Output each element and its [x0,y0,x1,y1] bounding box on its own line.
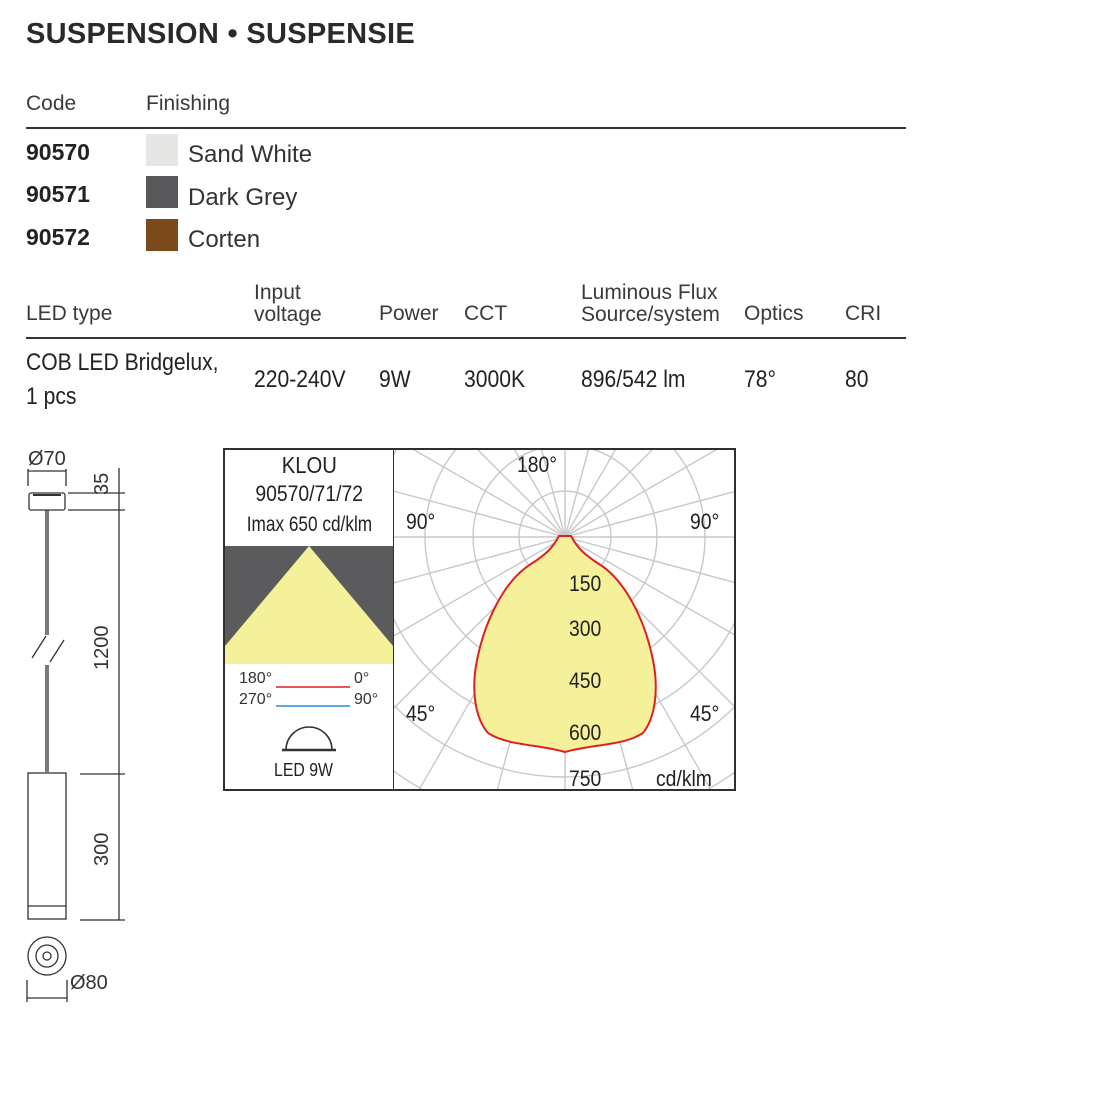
swatch-dark-grey [146,176,178,208]
spec-header-rule [26,337,906,339]
led-type-header: LED type [26,302,113,325]
angle-180-label: 180° [517,452,558,477]
beam-icon [225,546,393,664]
radial-300: 300 [569,616,602,641]
cap-height-label: 35 [91,472,113,495]
input-voltage-value: 220-240V [254,366,346,393]
input-header-line2: voltage [254,303,322,326]
flux-header-line2: Source/system [581,303,720,326]
unit-label: cd/klm [656,766,712,791]
angle-90-left-label: 90° [406,509,436,534]
radial-450: 450 [569,668,602,693]
angle-45-left-label: 45° [406,701,436,726]
finish-sand-white: Sand White [188,141,313,168]
angle-90-right-label: 90° [690,509,720,534]
cri-value: 80 [845,366,869,393]
finish-corten: Corten [188,226,261,253]
dimension-drawing [0,440,220,1020]
finish-dark-grey: Dark Grey [188,184,298,211]
led-type-value-line1: COB LED Bridgelux, [26,349,219,376]
legend-lines [274,682,354,710]
luminaire-codes: 90570/71/72 [255,481,363,506]
optics-header: Optics [744,302,804,325]
flux-value: 896/542 lm [581,366,686,393]
legend-270: 270° [239,691,273,708]
legend-0: 0° [354,670,370,687]
flux-header-line1: Luminous Flux [581,281,718,304]
bottom-diameter-label: Ø80 [70,972,108,994]
led-type-value-line2: 1 pcs [26,383,77,410]
cri-header: CRI [845,302,882,325]
polar-plot [393,450,734,789]
radial-150: 150 [569,571,602,596]
power-value: 9W [379,366,411,393]
power-header: Power [379,302,439,325]
page-title: SUSPENSION • SUSPENSIE [26,18,416,50]
cct-value: 3000K [464,366,526,393]
legend-180: 180° [239,670,273,687]
angle-45-right-label: 45° [690,701,720,726]
luminaire-name: KLOU [281,452,337,478]
body-height-label: 300 [91,832,113,866]
finishing-header: Finishing [146,92,231,115]
radial-600: 600 [569,720,602,745]
cct-header: CCT [464,302,508,325]
code-90572: 90572 [26,224,90,250]
input-header-line1: Input [254,281,301,304]
code-90571: 90571 [26,181,90,207]
lamp-label: LED 9W [274,760,334,780]
light-distribution-curve [474,536,655,752]
code-header: Code [26,92,77,115]
lamp-icon [280,720,338,756]
legend-90: 90° [354,691,379,708]
swatch-corten [146,219,178,251]
cable-length-label: 1200 [91,625,113,670]
swatch-sand-white [146,134,178,166]
polar-spoke [565,450,694,537]
top-diameter-label: Ø70 [28,448,66,470]
code-90570: 90570 [26,139,90,165]
optics-value: 78° [744,366,776,393]
radial-750: 750 [569,766,602,791]
finish-header-rule [26,127,906,129]
imax-label: Imax 650 cd/klm [246,513,372,536]
